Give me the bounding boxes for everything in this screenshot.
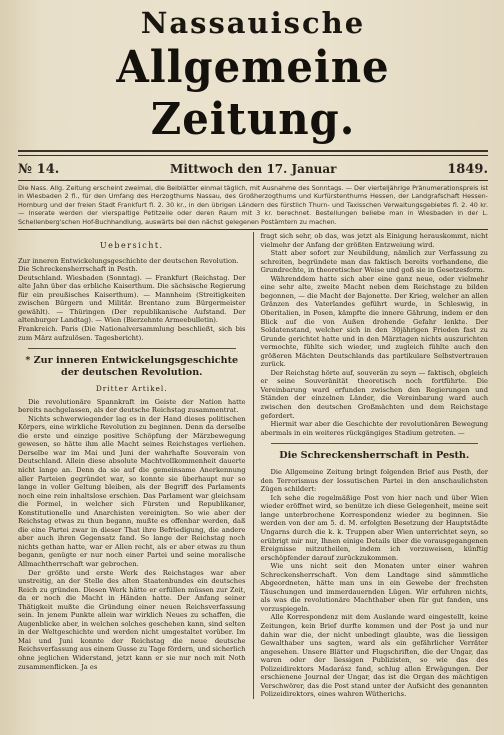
article-title: Die Schreckensherrschaft in Pesth. <box>279 450 470 462</box>
article-paragraph: Ich sehe die regelmäßige Post von hier nach und über Wien wieder eröffnet wird, so benütze ich diese Gelegenheit, meine seit lange unterbrochene Korrespondenz wieder zu beginnen. Sie werden von der am 5. d. M. erfolgten Besetzung der Hauptstädte Ungarns durch die k. k. Truppen aber Wien unterrichtet seyn, so erübrigt mir nur, Ihnen einige Details über die vorausgegangenen Ereignisse mitzutheilen, indem ich vorzuweisen, künftig erschöpfender darauf zurückzukommen. <box>260 493 488 562</box>
subscription-notice: Die Nass. Allg. Zeitung erscheint zweimal, die Beiblätter einmal täglich, mit Ausnahme des Sonntags. — Der vierteljährige Pränumerationspreis ist in Wiesbaden 2 fl., für den Umfang des Herzogthums Nassau, des Großherzogthums und Kurfürstenthums Hessen, der Landgrafschaft Hessen-Homburg und der freien Stadt Frankfurt fl. 2. 30 kr., in den übrigen Ländern des fürstlich Thurn- und Taxisschen Verwaltungsgebietes fl. 2. 40 kr. — Inserate werden der vierspaltige Petitzeile oder deren Raum mit 3 kr. berechnet. Bestellungen beliebe man in Wiesbaden in der L. Schellenberg'schen Hof-Buchhandlung, auswärts bei den nächst gelegenen Postämtern zu machen. <box>18 184 488 226</box>
notice-rule <box>18 229 488 230</box>
toc-heading: Uebersicht. <box>99 241 164 251</box>
article-paragraph: Statt aber sofort zur Neubildung, nämlich zur Verfassung zu schreiten, begründete man das faktisch bereits vorhandene, die Grundrechte, in theoretischer Weise und goß sie in Gesetzesform. <box>260 249 488 275</box>
article-paragraph: fragt sich sehr, ob das, was jetzt als Einigung herauskommt, nicht vielmehr der Anfang der größten Entzweiung wird. <box>260 232 488 249</box>
section-divider <box>271 443 479 444</box>
article-paragraph: Alle Korrespondenz mit dem Auslande ward eingestellt, keine Zeitungen, kein Brief durfte kommen und der Post ja und nur dahin war die, der nicht unbedingt glaubte, was die liessigen Gewalthaber uns sagten, ward als ein gefährlicher Verräter angesehen. Unsere Blätter und Flugschriften, die der Ungar, das waren oder der liessigen Publizisten, so wie das des Polizeidirektors Madarász fand, schlug allen Erwägungen. Der erschienene Journal der Ungar, das ist die Organ des mächtigen Verschwörer, das die Post stand unter der Aufsicht des genannten Polizeidirektors, eines wahren Wütherichs. <box>260 613 488 699</box>
article-paragraph: Währenddem hatte sich aber eine ganz neue, oder vielmehr eine sehr alte, zweite Macht neben dem Reichstage zu bilden begonnen, — die Macht der Bajonette. Der Krieg, welcher an allen Gränzen des Vaterlandes geführt wurde, in Schleswig, in Oberitalien, in Posen, kämpfte die innere Gährung, indem er den Blick auf die von Außen drohende Gefahr lenkte. Der Soldatenstand, welcher sich in den 30jährigen Frieden fast zu Grunde gerichtet hatte und in den Märztagen nichts auszurichten vermochte, fühlte sich wieder, und zugleich fühlte auch den größeren Mächten Deutschlands das partikulare Selbstvertrauen zurück. <box>260 274 488 369</box>
article-title: * Zur inneren Entwickelungsgeschichte der deutschen Revolution. <box>25 355 239 379</box>
article-paragraph: Die Allgemeine Zeitung bringt folgenden Brief aus Pesth, der den Terrorismus der lossutischen Partei in den anschaulichsten Zügen schildert: <box>260 468 488 494</box>
masthead-line2: Allgemeine Zeitung. <box>116 42 390 145</box>
toc-item: Zur inneren Entwickelungsgeschichte der deutschen Revolution. <box>18 256 239 265</box>
toc-item: Deutschland. Wiesbaden (Sonntag). — Frankfurt (Reichstag. Der alte Jahn über das erbliche Kaiserthum. Die sächsische Regierung für ein preußisches Kaiserthum). — Mannheim (Streitigkeiten zwischen Bürgern und Militär. Brentano zum Bürgermeister gewählt). — Thüringen (Der republikanische Aufstand. Der altenburger Landtag). — Wien (Bierzehnte Armeebulletin). <box>18 273 246 325</box>
article-paragraph: Der Reichstag hörte auf, souverän zu seyn — faktisch, obgleich er seine Souveränität theoretisch noch fortführte. Die Vereinbarung ward erfunden zwischen den Regierungen und Ständen der einzelnen Länder, die Vereinbarung ward auch zwischen den deutschen Großmächten und dem Reichstage gefordert. <box>260 368 488 420</box>
article-paragraph: Wie uns nicht seit den Monaten unter einer wahren Schreckensherrschaft. Von dem Landtage sind sämmtliche Abgeordneten, hätte man uns in ein Gewebe der frechsten Täuschungen und immerdauernden Lügen. Wir erfuhren nichts, als was die revolutionäre Machthaber eben für gut fanden, uns vorzuspiegeln. <box>260 562 488 613</box>
article-subtitle: Dritter Artikel. <box>95 384 168 394</box>
article-paragraph: Hiermit war aber die Geschichte der revolutionären Bewegung abermals in ein weiteres rückgängiges Stadium getreten. — <box>260 420 488 437</box>
masthead-line1: Nassauische <box>140 6 366 40</box>
article-paragraph: Nichts schwerwiegender lag es in der Hand dieses politischen Körpers, eine wirkliche Revolution zu beginnen. Denn da derselbe die erste und einzige positive Schöpfung der Märzbewegung gewesen, so hätte ihm alle Macht seines Reichstages verliehen. Derselbe war im Mai und Juni der wahrhafte Souverain von Deutschland. Allein diese absolute Machtvollkommenheit dauerte nicht lange an. Denn da sie auf die gemeinsame Anerkennung aller Parteien gegründet war, so konnte sie überhaupt nur so lange in voller Geltung bleiben, als der Begriff des Parlaments noch eine rein inhaltslose erschien. Das Parlament war gleichsam die Formel, in welcher sich Fürsten und Republikaner, Konstitutionelle und Anarchisten vereinigten. So wie aber der Reichstag etwas zu thun begann, mußte es offenbar werden, daß die eine Partei zwar in dieser That ihre Befriedigung, die andere aber auch ihren Gegensatz fand. So lange der Reichstag noch nichts gethan hatte, war er Allen recht, als er aber etwas zu thun begann, genügte er nur noch einer Partei und seine moralische Allmachtherrschaft war gebrochen. <box>18 414 246 568</box>
dateline <box>18 156 488 180</box>
table-of-contents <box>18 257 246 342</box>
columns <box>18 232 488 699</box>
section-divider <box>28 348 236 349</box>
issue-number: № 14. <box>18 162 60 177</box>
toc-item: Die Schreckensherrschaft in Pesth. <box>18 265 138 274</box>
issue-date: Mittwoch den 17. Januar <box>170 162 337 176</box>
article-paragraph: Die revolutionäre Spannkraft im Geiste der Nation hatte bereits nachgelassen, als der deutsche Reichstag zusammentrat. <box>18 397 246 415</box>
article-paragraph: Der größte und erste Werk des Reichstages war aber unstreitig, an der Stelle des alten Staatenbundes ein deutsches Reich zu gründen. Diesen Werk hätte er erfüllen müssen zur Zeit, da er noch die Macht in Händen hatte. Der Anfang seiner Thätigkeit mußte die Gründung einer neuen Reichsverfassung sein. In jenem Punkte allein war wirklich Neues zu schaffen, die Augenblicke aber, in welchen solches geschehen kann, sind selten in der Weltgeschichte und werden nicht umgestaltet vorüber. Im Mai und Juni konnte der Reichstag die neue deutsche Reichsverfassung aus einem Gusse zu Tage fördern, und sicherlich ohne jeglichen Widerstand, jetzt kann er sie nur noch mit Noth zusammenflicken. Ja es <box>18 568 246 671</box>
right-column <box>254 232 489 699</box>
issue-year: 1849. <box>447 162 488 177</box>
left-column <box>18 232 254 699</box>
toc-item: Frankreich. Paris (Die Nationalversammlung beschließt, sich bis zum März aufzulösen. Tagesbericht). <box>18 324 246 342</box>
